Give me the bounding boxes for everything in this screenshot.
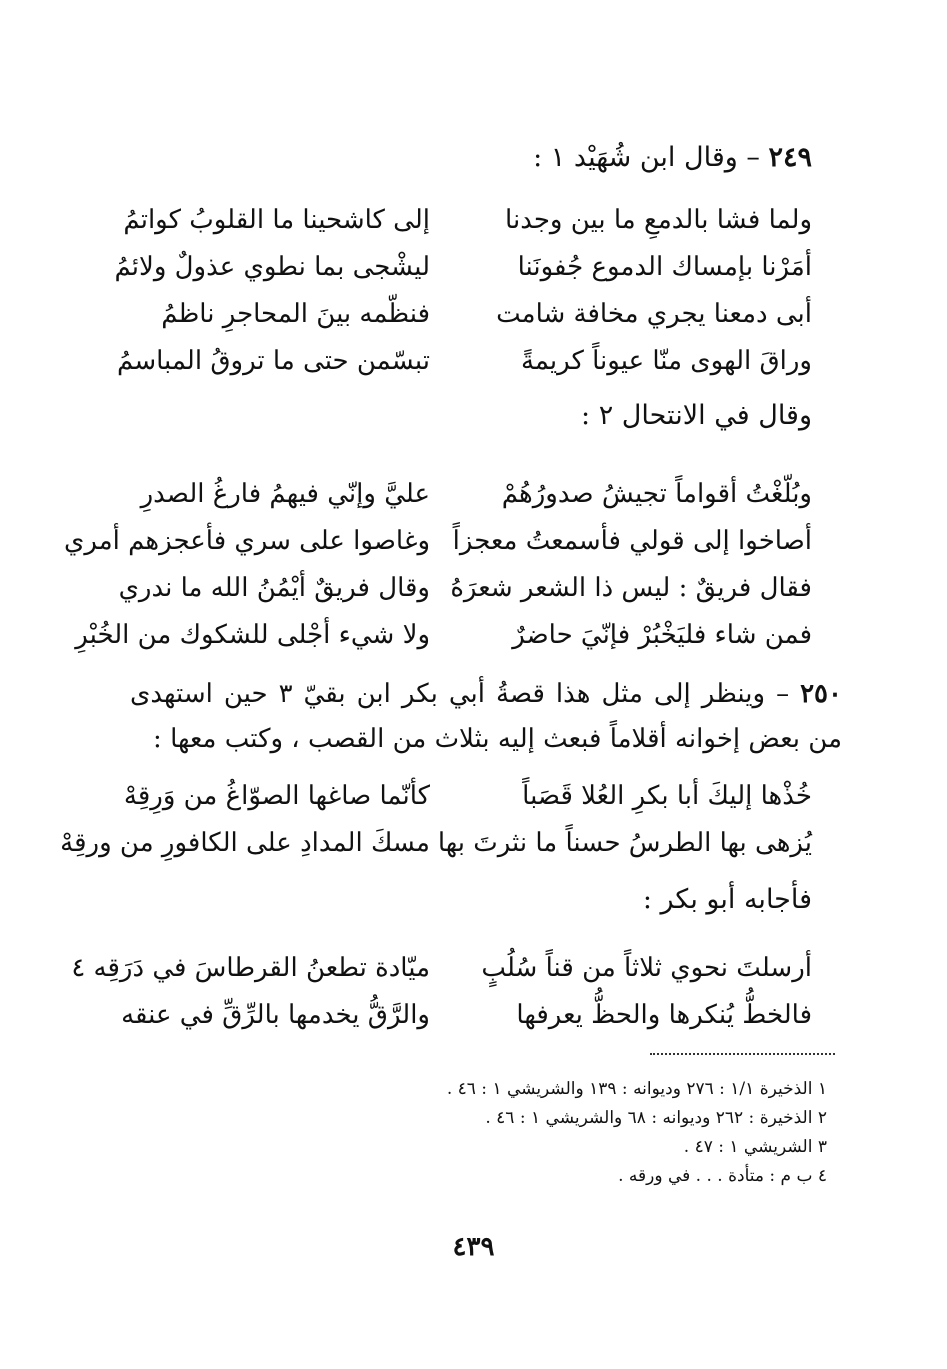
footnote: ١ الذخيرة ١/١ : ٢٧٦ وديوانه : ١٣٩ والشريشي ١ : ٤٦ . — [446, 1079, 827, 1099]
hemistich-first: خُذْها إليكَ أبا بكرِ العُلا قَصَباً — [522, 780, 812, 811]
hemistich-second: ميّادة تطعنُ القرطاسَ في دَرَقِه ٤ — [71, 952, 430, 983]
verse — [110, 290, 812, 337]
hemistich-second: وقال فريقٌ أيْمُنُ الله ما ندري — [118, 572, 430, 603]
verse — [71, 944, 812, 991]
hemistich-second: عليَّ وإنّي فيهمُ فارغُ الصدرِ — [140, 478, 430, 509]
hemistich-second: تبسّمن حتى ما تروقُ المباسمُ — [117, 345, 430, 376]
verse — [110, 991, 812, 1038]
poem-4 — [71, 944, 812, 1038]
hemistich-second: والرَّقُّ يخدمها بالرِّقِّ في عنقه — [121, 999, 430, 1030]
reply-intro: فأجابه أبو بكر : — [642, 884, 812, 915]
verse — [110, 564, 812, 611]
hemistich-second: إلى كاشحينا ما القلوبُ كواتمُ — [123, 204, 430, 235]
poem-2-intro: وقال في الانتحال ٢ : — [581, 400, 812, 431]
section-250-prose — [130, 672, 842, 762]
hemistich-first: فقال فريقٌ : ليس ذا الشعر شعرَهُ — [450, 572, 812, 603]
page-number: ٤٣٩ — [452, 1232, 495, 1262]
section-249-heading — [110, 138, 812, 178]
footnote: ٢ الذخيرة : ٢٦٢ وديوانه : ٦٨ والشريشي ١ : ٤٦ . — [485, 1108, 827, 1128]
footnote: ٣ الشريشي ١ : ٤٧ . — [683, 1137, 827, 1157]
hemistich-first: أبى دمعنا يجري مخافة شامت — [496, 298, 812, 329]
verse — [110, 243, 812, 290]
verse — [110, 196, 812, 243]
footnote-separator — [650, 1053, 835, 1055]
poem-1 — [110, 196, 812, 384]
verse — [75, 611, 812, 658]
hemistich-first: وبُلّغْتُ أقواماً تجيشُ صدورُهُمْ — [501, 478, 812, 509]
section-intro: – وقال ابن شُهَيْد ١ : — [533, 142, 760, 173]
hemistich-second: وغاصوا على سري فأعجزهم أمري — [64, 525, 430, 556]
hemistich-second: ليشْجى بما نطوي عذولٌ ولائمُ — [114, 251, 430, 282]
verse — [110, 772, 812, 819]
hemistich-first: وراقَ الهوى منّا عيوناً كريمةً — [520, 345, 812, 376]
hemistich-first: فالخطُّ يُنكرها والحظُّ يعرفها — [516, 999, 812, 1030]
section-number: ٢٥٠ — [800, 679, 842, 709]
prose-text: – وينظر إلى مثل هذا قصةُ أبي بكر ابن بقيّ ٣ حين استهدى من بعض إخوانه أقلاماً فبعث إليه بثلاث من القصب ، وكتب معها : — [130, 679, 842, 754]
hemistich-second: فنظّمه بينَ المحاجرِ ناظمُ — [161, 298, 430, 329]
verse — [110, 470, 812, 517]
hemistich-first: أمَرْنا بإمساك الدموع جُفونَنا — [517, 251, 812, 282]
poem-2 — [64, 470, 812, 658]
verse — [60, 819, 812, 866]
hemistich-second: ولا شيء أجْلى للشكوك من الخُبْرِ — [75, 619, 430, 650]
verse — [110, 337, 812, 384]
footnotes — [330, 1075, 827, 1191]
section-number: ٢٤٩ — [768, 142, 812, 173]
hemistich-first: فمن شاء فليَخْبُرْ فإنّيَ حاضرٌ — [512, 619, 812, 650]
footnote: ٤ ب م : متأدة . . . في ورقه . — [618, 1166, 827, 1186]
hemistich-first: أرسلتَ نحوي ثلاثاً من قناً سُلُبٍ — [481, 952, 812, 983]
hemistich-first: أصاخوا إلى قولي فأسمعتُ معجزاً — [452, 525, 812, 556]
hemistich-first: يُزهى بها الطرسُ حسناً ما نثرتَ بها — [437, 827, 812, 858]
hemistich-first: ولما فشا بالدمعِ ما بين وجدنا — [505, 204, 812, 235]
poem-3 — [60, 772, 812, 866]
hemistich-second: كأنّما صاغها الصوّاغُ من وَرِقِهْ — [123, 780, 430, 811]
hemistich-second: مسكَ المدادِ على الكافورِ من ورقِهْ — [60, 827, 430, 858]
verse — [64, 517, 812, 564]
